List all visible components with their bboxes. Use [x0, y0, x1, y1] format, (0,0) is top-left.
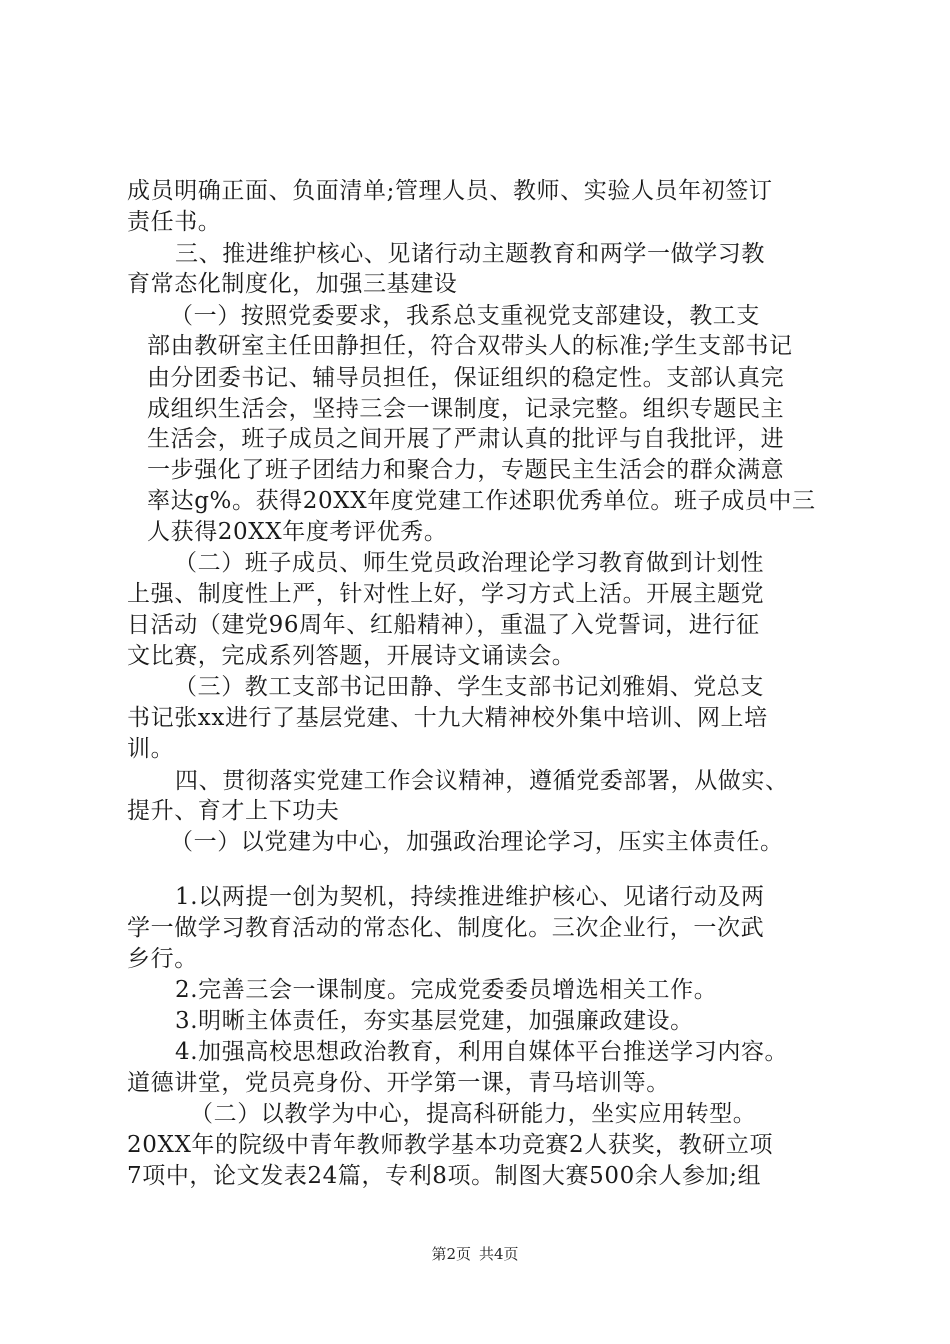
text-line: 一步强化了班子团结力和聚合力，专题民主生活会的群众满意 [147, 457, 785, 483]
text-line: 生活会，班子成员之间开展了严肃认真的批评与自我批评，进 [147, 426, 785, 452]
text-line: 书记张xx进行了基层党建、十九大精神校外集中培训、网上培 [127, 705, 768, 731]
page-total: 共4页 [479, 1245, 519, 1263]
text-line: 4.加强高校思想政治教育，利用自媒体平台推送学习内容。 [175, 1039, 789, 1065]
text-line: （二）班子成员、师生党员政治理论学习教育做到计划性 [174, 550, 764, 576]
text-line: 道德讲堂，党员亮身份、开学第一课，青马培训等。 [127, 1070, 670, 1096]
text-line: 乡行。 [127, 946, 198, 972]
text-line: （一）按照党委要求，我系总支重视党支部建设，教工支 [170, 303, 760, 329]
text-line: 人获得20XX年度考评优秀。 [147, 519, 448, 545]
page-number: 第2页 [431, 1245, 471, 1263]
text-line: 学一做学习教育活动的常态化、制度化。三次企业行，一次武 [127, 915, 765, 941]
page-footer [0, 1244, 950, 1264]
text-line: 责任书。 [127, 209, 222, 235]
text-line: 文比赛，完成系列答题，开展诗文诵读会。 [127, 643, 576, 669]
text-line: 部由教研室主任田静担任，符合双带头人的标准;学生支部书记 [147, 333, 793, 359]
text-line: 2.完善三会一课制度。完成党委委员增选相关工作。 [175, 977, 718, 1003]
text-line: 育常态化制度化，加强三基建设 [127, 271, 458, 297]
text-line: 成组织生活会，坚持三会一课制度，记录完整。组织专题民主 [147, 396, 785, 422]
text-line: （三）教工支部书记田静、学生支部书记刘雅娟、党总支 [174, 674, 764, 700]
text-line: 上强、制度性上严，针对性上好，学习方式上活。开展主题党 [127, 581, 765, 607]
text-line: （一）以党建为中心，加强政治理论学习，压实主体责任。 [170, 829, 784, 855]
text-line: 成员明确正面、负面清单;管理人员、教师、实验人员年初签订 [127, 178, 773, 204]
text-line: 由分团委书记、辅导员担任，保证组织的稳定性。支部认真完 [147, 365, 785, 391]
text-line: 提升、育才上下功夫 [127, 798, 340, 824]
text-line: 四、贯彻落实党建工作会议精神，遵循党委部署，从做实、 [175, 768, 789, 794]
text-line: 率达g%。获得20XX年度党建工作述职优秀单位。班子成员中三 [147, 488, 816, 514]
text-line: 7项中，论文发表24篇，专利8项。制图大赛500余人参加;组 [127, 1163, 762, 1189]
text-line: 日活动（建党96周年、红船精神），重温了入党誓词，进行征 [127, 612, 760, 638]
text-line: 三、推进维护核心、见诸行动主题教育和两学一做学习教 [175, 241, 765, 267]
text-line: 训。 [127, 736, 175, 762]
text-line: 20XX年的院级中青年教师教学基本功竞赛2人获奖，教研立项 [127, 1132, 774, 1158]
text-line: （二）以教学为中心，提高科研能力，坐实应用转型。 [190, 1101, 757, 1127]
text-line: 1.以两提一创为契机，持续推进维护核心、见诸行动及两 [175, 884, 765, 910]
text-line: 3.明晰主体责任，夯实基层党建，加强廉政建设。 [175, 1008, 694, 1034]
